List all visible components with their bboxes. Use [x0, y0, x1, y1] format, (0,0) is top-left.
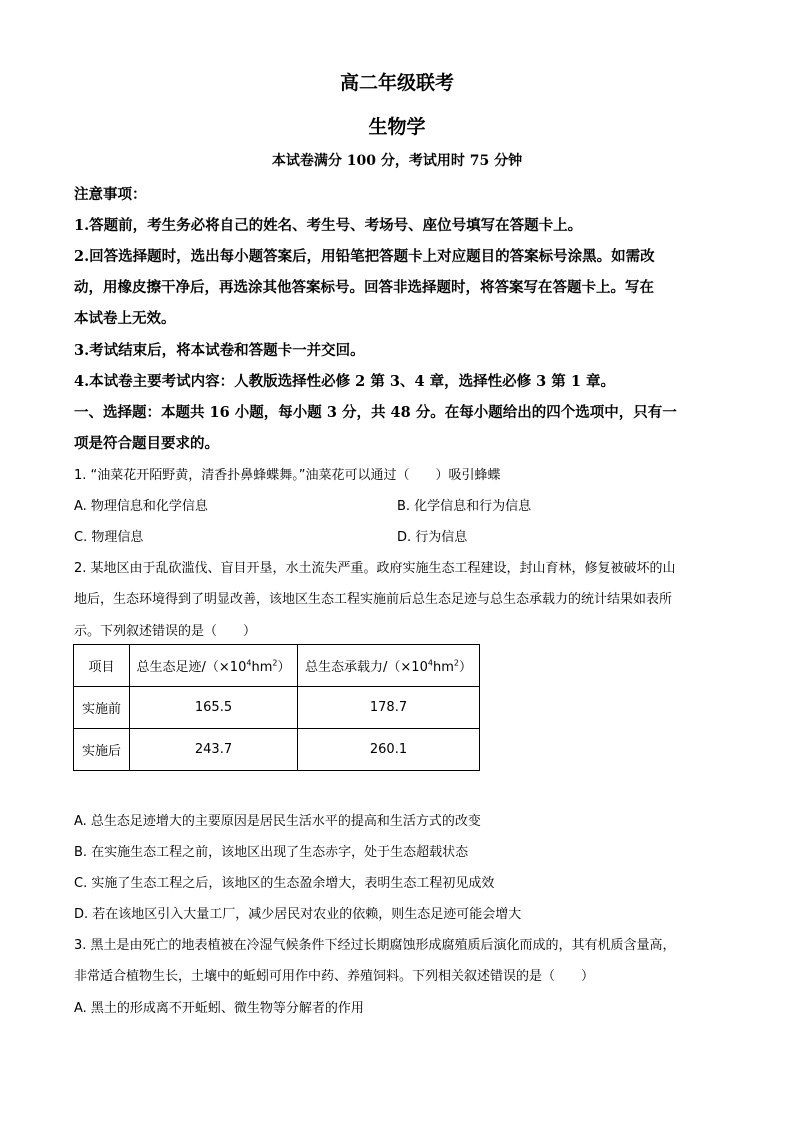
- table-row: [74, 729, 480, 771]
- exam-title: 高二年级联考: [339, 72, 454, 94]
- question-1-option-b: B. 化学信息和行为信息: [397, 499, 532, 514]
- notice-item-1: 1.答题前，考生务必将自己的姓名、考生号、考场号、座位号填写在答题卡上。: [74, 217, 583, 234]
- row-label: 实施前: [74, 687, 130, 729]
- question-1-stem: 1. “油菜花开陌野黄，清香扑鼻蜂蝶舞。”油菜花可以通过（ ）吸引蜂蝶: [74, 468, 501, 483]
- question-2-stem-line-1: 2. 某地区由于乱砍滥伐、盲目开垦，水土流失严重。政府实施生态工程建设，封山育林，修复被破坏的山: [74, 561, 676, 576]
- question-1-option-d: D. 行为信息: [397, 530, 468, 545]
- section-heading-line-2: 项是符合题目要求的。: [74, 435, 219, 452]
- table-row: [74, 687, 480, 729]
- row-label: 实施后: [74, 729, 130, 771]
- question-3-stem-line-2: 非常适合植物生长，土壤中的蚯蚓可用作中药、养殖饲料。下列相关叙述错误的是（ ）: [74, 969, 595, 984]
- footprint-value: 165.5: [130, 687, 298, 729]
- header-cell-capacity: 总生态承载力$/(\times 10^4hm^2)$: [298, 645, 480, 687]
- question-1-option-a: A. 物理信息和化学信息: [74, 499, 208, 514]
- notice-item-3: 3.考试结束后，将本试卷和答题卡一并交回。: [74, 342, 365, 359]
- question-2-option-a: A. 总生态足迹增大的主要原因是居民生活水平的提高和生活方式的改变: [74, 814, 481, 829]
- footprint-value: 243.7: [130, 729, 298, 771]
- notice-item-4: 4.本试卷主要考试内容：人教版选择性必修 2 第 3、4 章，选择性必修 3 第 1 章。: [74, 373, 615, 390]
- question-3-option-a: A. 黑土的形成离不开蚯蚓、微生物等分解者的作用: [74, 1001, 364, 1016]
- section-heading-line-1: 一、选择题：本题共 16 小题，每小题 3 分，共 48 分。在每小题给出的四个选项中，只有一: [74, 404, 677, 421]
- question-1-option-c: C. 物理信息: [74, 530, 144, 545]
- exam-subtitle: 本试卷满分 100 分，考试用时 75 分钟: [271, 153, 523, 169]
- header-cell-footprint: 总生态足迹$/(\times 10^4hm^2)$: [130, 645, 298, 687]
- notice-heading: 注意事项：: [74, 186, 147, 203]
- capacity-value: 260.1: [298, 729, 480, 771]
- table-header-row: [74, 645, 480, 687]
- question-2-stem-line-2: 地后，生态环境得到了明显改善，该地区生态工程实施前后总生态足迹与总生态承载力的统计结果如表所: [74, 592, 673, 607]
- question-2-option-b: B. 在实施生态工程之前，该地区出现了生态赤字，处于生态超载状态: [74, 845, 469, 860]
- capacity-value: 178.7: [298, 687, 480, 729]
- data-table: [73, 644, 480, 771]
- header-cell-item: 项目: [74, 645, 130, 687]
- notice-item-2-line-2: 动，用橡皮擦干净后，再选涂其他答案标号。回答非选择题时，将答案写在答题卡上。写在: [74, 279, 654, 296]
- subject-title: 生物学: [368, 116, 426, 138]
- question-2-stem-line-3: 示。下列叙述错误的是（ ）: [74, 624, 257, 639]
- question-3-stem-line-1: 3. 黑土是由死亡的地表植被在冷湿气候条件下经过长期腐蚀形成腐殖质后演化而成的，其有机质含量高，: [74, 938, 676, 953]
- notice-item-2-line-3: 本试卷上无效。: [74, 310, 176, 327]
- question-2-option-c: C. 实施了生态工程之后，该地区的生态盈余增大，表明生态工程初见成效: [74, 876, 495, 891]
- question-2-option-d: D. 若在该地区引入大量工厂，减少居民对农业的依赖，则生态足迹可能会增大: [74, 907, 522, 922]
- notice-item-2-line-1: 2.回答选择题时，选出每小题答案后，用铅笔把答题卡上对应题目的答案标号涂黑。如需改: [74, 248, 655, 265]
